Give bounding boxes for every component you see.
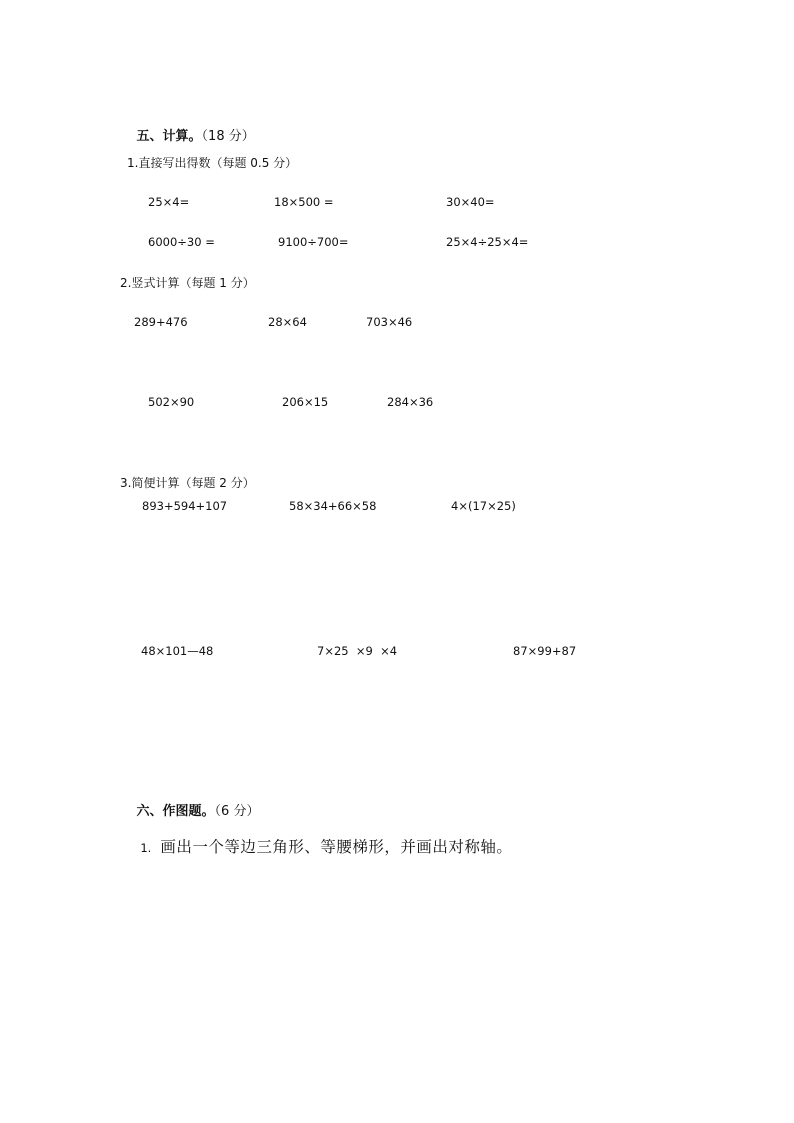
- part2-item: 284×36: [387, 395, 434, 409]
- part1-item: 30×40=: [446, 195, 495, 209]
- part1-item: 6000÷30 =: [148, 235, 215, 249]
- part2-title: 2.竖式计算（每题 1 分）: [120, 276, 255, 290]
- part1-item: 25×4=: [148, 195, 190, 209]
- part3-item: 4×(17×25): [451, 499, 516, 513]
- part2-item: 502×90: [148, 395, 195, 409]
- part3-item: 87×99+87: [513, 644, 577, 658]
- part2-item: 28×64: [268, 315, 307, 329]
- part3-item: 58×34+66×58: [289, 499, 377, 513]
- section5-title: 五、计算。: [136, 129, 202, 144]
- section6-score: （6 分）: [214, 804, 260, 819]
- section5-score: （18 分）: [201, 129, 255, 144]
- part2-item: 289+476: [134, 315, 188, 329]
- part1-item: 9100÷700=: [278, 235, 349, 249]
- part1-item: 18×500 =: [274, 195, 334, 209]
- part3-item: 7×25 ×9 ×4: [317, 644, 398, 658]
- section6-title: 六、作图题。: [136, 804, 215, 819]
- question-text: 画出一个等边三角形、等腰梯形，并画出对称轴。: [160, 838, 513, 856]
- part2-item: 206×15: [282, 395, 329, 409]
- section6-question: [120, 823, 512, 872]
- section5-heading: [120, 117, 255, 156]
- question-number: 1.: [140, 841, 152, 855]
- part1-title: 1.直接写出得数（每题 0.5 分）: [127, 156, 298, 170]
- part2-item: 703×46: [366, 315, 413, 329]
- part1-item: 25×4÷25×4=: [446, 235, 529, 249]
- part3-item: 893+594+107: [142, 499, 228, 513]
- part3-item: 48×101—48: [141, 644, 214, 658]
- part3-title: 3.简便计算（每题 2 分）: [120, 476, 255, 490]
